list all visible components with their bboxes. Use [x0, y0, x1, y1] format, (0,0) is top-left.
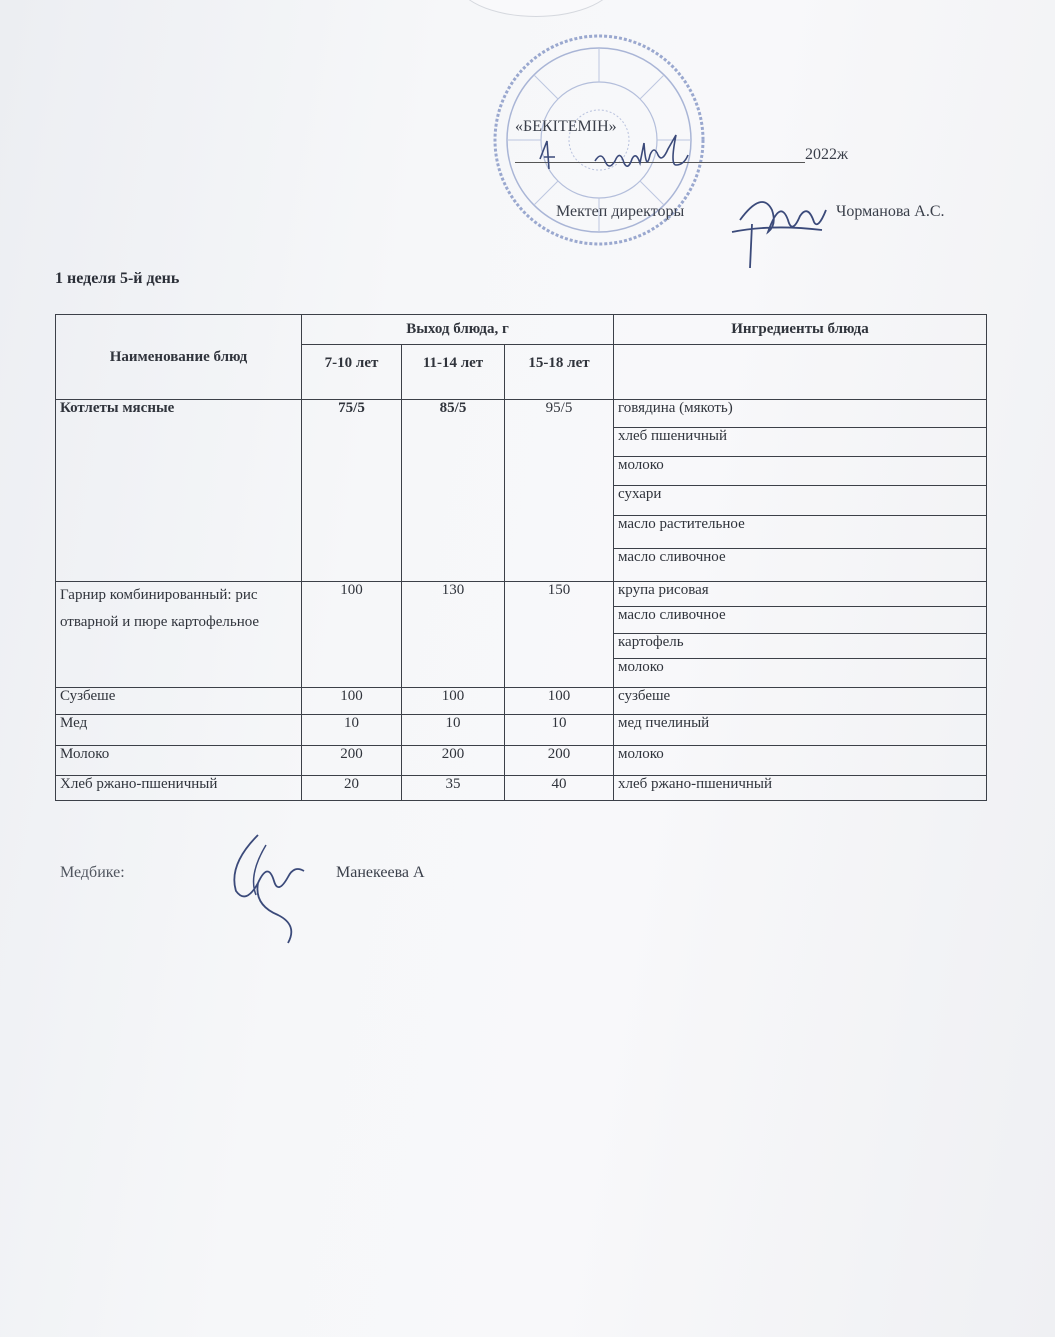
director-signature-icon — [722, 180, 832, 270]
header-ingredients: Ингредиенты блюда — [614, 315, 987, 345]
ingredient: мед пчелиный — [614, 715, 987, 746]
yield-15-18: 150 — [505, 582, 614, 688]
ingredient: крупа рисовая — [614, 582, 987, 607]
yield-15-18: 200 — [505, 746, 614, 776]
yield-7-10: 10 — [302, 715, 402, 746]
yield-15-18: 95/5 — [505, 400, 614, 582]
medic-name: Манекеева А — [336, 864, 425, 881]
yield-7-10: 20 — [302, 776, 402, 801]
yield-11-14: 10 — [402, 715, 505, 746]
menu-day-title: 1 неделя 5-й день — [55, 270, 180, 287]
dish-garnish: Гарнир комбинированный: рис отварной и пюре картофельное — [56, 582, 302, 688]
yield-7-10: 200 — [302, 746, 402, 776]
header-dish-name: Наименование блюд — [56, 315, 302, 400]
ingredient: сузбеше — [614, 688, 987, 715]
ingredient: молоко — [614, 659, 987, 688]
medic-label: Медбике: — [60, 864, 125, 881]
yield-15-18: 10 — [505, 715, 614, 746]
director-label: Мектеп директоры — [556, 203, 685, 220]
yield-11-14: 130 — [402, 582, 505, 688]
yield-11-14: 35 — [402, 776, 505, 801]
director-name: Чорманова А.С. — [836, 203, 945, 220]
header-yield: Выход блюда, г — [302, 315, 614, 345]
approve-stamp-text: «БЕКІТЕМІН» — [515, 118, 617, 135]
dish-cutlets: Котлеты мясные — [56, 400, 302, 582]
header-age-11-14: 11-14 лет — [402, 345, 505, 400]
header-age-15-18: 15-18 лет — [505, 345, 614, 400]
medic-signature-icon — [218, 825, 328, 945]
dish-suzbeshe: Сузбеше — [56, 688, 302, 715]
yield-11-14: 200 — [402, 746, 505, 776]
yield-7-10: 100 — [302, 582, 402, 688]
top-edge-arc — [455, 0, 617, 17]
ingredient: картофель — [614, 634, 987, 659]
dish-bread: Хлеб ржано-пшеничный — [56, 776, 302, 801]
menu-table — [55, 314, 987, 801]
ingredient: хлеб пшеничный — [614, 428, 987, 457]
yield-7-10: 100 — [302, 688, 402, 715]
header-ingredients-blank — [614, 345, 987, 400]
dish-milk: Молоко — [56, 746, 302, 776]
yield-11-14: 100 — [402, 688, 505, 715]
dish-honey: Мед — [56, 715, 302, 746]
ingredient: молоко — [614, 746, 987, 776]
ingredient: молоко — [614, 457, 987, 486]
yield-11-14: 85/5 — [402, 400, 505, 582]
yield-15-18: 100 — [505, 688, 614, 715]
ingredient: масло сливочное — [614, 549, 987, 582]
handwritten-date-icon — [535, 131, 735, 181]
approval-year: 2022ж — [805, 146, 849, 163]
ingredient: сухари — [614, 486, 987, 516]
yield-15-18: 40 — [505, 776, 614, 801]
header-age-7-10: 7-10 лет — [302, 345, 402, 400]
ingredient: хлеб ржано-пшеничный — [614, 776, 987, 801]
ingredient: говядина (мякоть) — [614, 400, 987, 428]
ingredient: масло сливочное — [614, 607, 987, 634]
yield-7-10: 75/5 — [302, 400, 402, 582]
ingredient: масло растительное — [614, 516, 987, 549]
